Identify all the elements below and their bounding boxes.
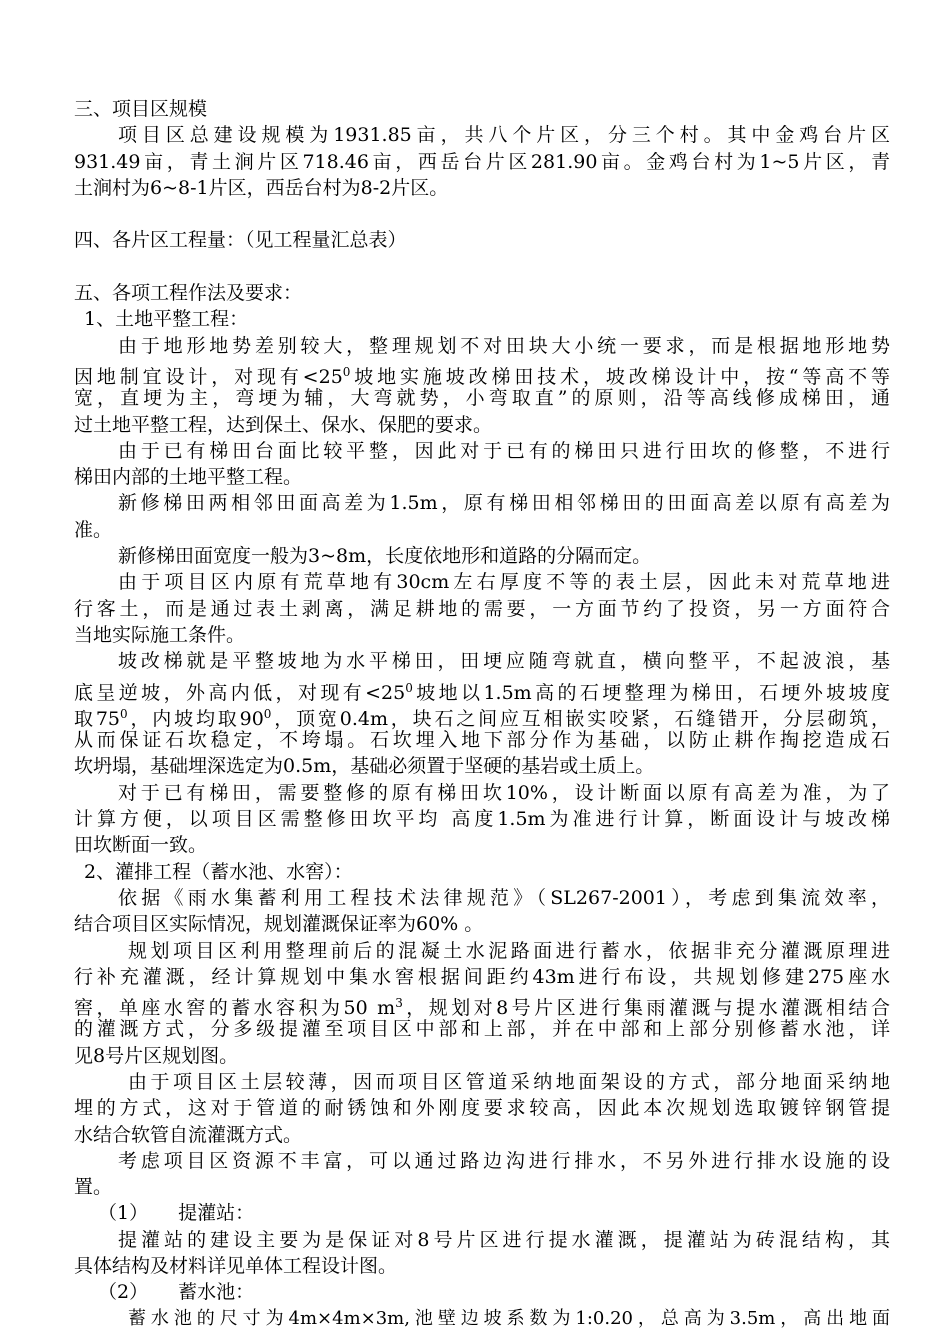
paragraph-line: 窖，单座水窖的蓄水容积为50 $m^3$，规划对8号片区进行集雨灌溉与提水灌溉相结合: [74, 996, 891, 1020]
paragraph-line: 由于项目区土层较薄，因而项目区管道采纳地面架设的方式，部分地面采纳地: [128, 1070, 890, 1093]
subsection-2-heading: 2、灌排工程（蓄水池、水窖）：: [84, 860, 353, 883]
paragraph-line: 新修梯田面宽度一般为3~8m，长度依地形和道路的分隔而定。: [118, 545, 652, 568]
paragraph-line: 过土地平整工程，达到保土、保水、保肥的要求。: [74, 413, 493, 436]
section-5-heading: 五、各项工程作法及要求：: [74, 282, 303, 305]
paragraph-line: 考虑项目区资源不丰富，可以通过路边沟进行排水，不另外进行排水设施的设: [118, 1149, 890, 1172]
paragraph-line: 931.49亩，青土涧片区718.46亩，西岳台片区281.90亩。金鸡台村为1~5片区，青: [74, 150, 890, 173]
paragraph-line: 因地制宜设计，对现有$<25^0$坡地实施坡改梯田技术，坡改梯设计中，按“等高不等: [74, 364, 890, 388]
subsection-1-heading: 1、土地平整工程：: [84, 308, 249, 331]
paragraph-line: 底呈逆坡，外高内低，对现有$<25^0$坡地以1.5m高的石埂整理为梯田，石埂外坡坡度: [74, 680, 890, 704]
list-item-number: （1）: [98, 1202, 149, 1225]
paragraph-line: 坡改梯就是平整坡地为水平梯田，田埂应随弯就直，横向整平，不起波浪，基: [118, 650, 890, 673]
paragraph-line: 埋的方式，这对于管道的耐锈蚀和外刚度要求较高，因此本次规划选取镀锌钢管提: [74, 1097, 890, 1120]
blank-line: [74, 201, 890, 227]
paragraph-line: 具体结构及材料详见单体工程设计图。: [74, 1255, 398, 1278]
document-page: [74, 96, 890, 1332]
paragraph-line: 置。: [74, 1176, 113, 1199]
list-item-heading: [74, 1200, 890, 1226]
paragraph-line: 依据《雨水集蓄利用工程技术法律规范》（SL267-2001），考虑到集流效率，: [118, 886, 890, 909]
paragraph-line: 准。: [74, 518, 113, 541]
paragraph-line: 坎坍塌，基础埋深选定为0.5m，基础必须置于坚硬的基岩或土质上。: [74, 755, 655, 778]
paragraph-line: 规划项目区利用整理前后的混凝土水泥路面进行蓄水，依据非充分灌溉原理进: [128, 939, 890, 962]
paragraph-line: 对于已有梯田，需要整修的原有梯田坎10%，设计断面以原有高差为准，为了: [118, 781, 890, 804]
blank-line: [74, 254, 890, 280]
paragraph-line: 宽，直埂为主，弯埂为辅，大弯就势，小弯取直”的原则，沿等高线修成梯田，通: [74, 387, 890, 410]
paragraph-line: 土涧村为6~8-1片区，西岳台村为8-2片区。: [74, 176, 449, 199]
paragraph-line: 计算方便，以项目区需整修田坎平均 高度1.5m为准进行计算，断面设计与坡改梯: [74, 808, 890, 831]
section-3-heading: 三、项目区规模: [74, 98, 208, 120]
list-item-number: （2）: [98, 1281, 149, 1304]
paragraph-line: 由于已有梯田台面比较平整，因此对于已有的梯田只进行田坎的修整，不进行: [118, 439, 890, 462]
list-item-label: 提灌站：: [178, 1202, 255, 1225]
list-item-label: 蓄水池：: [178, 1281, 255, 1304]
list-item-heading: [74, 1279, 890, 1305]
paragraph-line: 取$75^0$，内坡均取$90^0$，顶宽0.4m，块石之间应互相嵌实咬紧，石缝错开，分层砌筑，: [74, 706, 890, 730]
paragraph-line: 由于项目区内原有荒草地有30cm左右厚度不等的表土层，因此未对荒草地进: [118, 571, 890, 594]
paragraph-line: 提灌站的建设主要为是保证对8号片区进行提水灌溉，提灌站为砖混结构，其: [118, 1228, 890, 1251]
paragraph-line: 新修梯田两相邻田面高差为1.5m，原有梯田相邻梯田的田面高差以原有高差为: [118, 492, 890, 515]
paragraph-line: 的灌溉方式，分多级提灌至项目区中部和上部，并在中部和上部分别修蓄水池，详: [74, 1018, 890, 1041]
paragraph-line: 结合项目区实际情况，规划灌溉保证率为60% 。: [74, 913, 484, 936]
paragraph-line: 梯田内部的土地平整工程。: [74, 466, 303, 489]
paragraph-line: 田坎断面一致。: [74, 834, 208, 857]
paragraph-line: 由于地形地势差别较大，整理规划不对田块大小统一要求，而是根据地形地势: [118, 334, 890, 357]
paragraph-line: 项目区总建设规模为1931.85亩，共八个片区，分三个村。其中金鸡台片区: [118, 124, 890, 147]
paragraph-line: 当地实际施工条件。: [74, 623, 246, 646]
paragraph-line: 行客土，而是通过表土剥离，满足耕地的需要，一方面节约了投资，另一方面符合: [74, 597, 890, 620]
paragraph-line: 从而保证石坎稳定，不垮塌。石坎埋入地下部分作为基础，以防止耕作掏挖造成石: [74, 729, 890, 752]
section-4-heading: 四、各片区工程量：（见工程量汇总表）: [74, 229, 407, 252]
paragraph-line: 蓄水池的尺寸为4m×4m×3m,池壁边坡系数为1:0.20，总高为3.5m，高出地面: [128, 1307, 890, 1329]
paragraph-line: 行补充灌溉，经计算规划中集水窖根据间距约43m进行布设，共规划修建275座水: [74, 965, 890, 988]
paragraph-line: 见8号片区规划图。: [74, 1044, 239, 1067]
paragraph-line: 水结合软管自流灌溉方式。: [74, 1123, 303, 1146]
